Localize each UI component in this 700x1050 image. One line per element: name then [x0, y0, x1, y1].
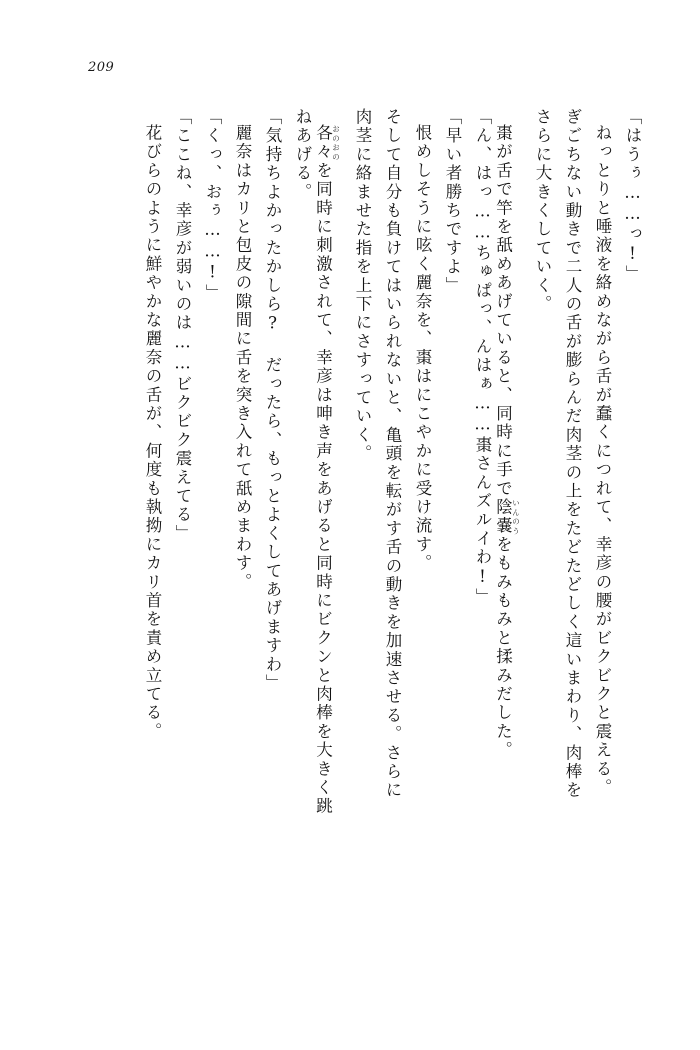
text-line: 「早い者勝ちですよ」 — [443, 108, 462, 295]
text-line: 「ん、はっ……ちゅぱっ、んはぁ……棗さんズルイわ!」 — [473, 108, 492, 607]
text-line: ねあげる。 — [293, 108, 312, 202]
text-line: 各々 おのおのを同時に刺激されて、幸彦は呻き声をあげると同時にビクンと肉棒を大きく跳 — [313, 124, 341, 816]
text-line: 恨めしそうに呟く麗奈を、棗はにこやかに受け流す。 — [413, 124, 432, 573]
vertical-text-body — [60, 108, 640, 980]
text-line: さらに大きくしていく。 — [533, 108, 552, 314]
text-line: 「気持ちよかったかしら? だったら、もっとよくしてあげますわ」 — [263, 108, 282, 693]
text-line: 肉茎に絡ませた指を上下にさすっていく。 — [353, 108, 372, 464]
text-line: 麗奈はカリと包皮の隙間に舌を突き入れて舐めまわす。 — [233, 124, 252, 592]
page-number: 209 — [88, 60, 115, 75]
text-line: ぎごちない動きで二人の舌が膨らんだ肉茎の上をたどたどしく這いまわり、肉棒を — [563, 108, 582, 800]
text-line: 棗が舌で竿を舐めあげていると、同時に手で陰嚢 いんのうをもみもみと揉みだした。 — [493, 124, 521, 760]
text-line: 花びらのように鮮やかな麗奈の舌が、何度も執拗にカリ首を責め立てる。 — [143, 124, 162, 742]
text-line: 「はうぅ……っ!」 — [623, 108, 642, 284]
ruby-annotation: 陰嚢 いんのう — [493, 498, 521, 536]
text-line: 「ここね、幸彦が弱いのは……ビクビク震えてる」 — [173, 108, 192, 544]
text-line: ねっとりと唾液を絡めながら舌が蠢くにつれて、幸彦の腰がビクビクと震える。 — [593, 124, 612, 798]
text-line: そして自分も負けてはいられないと、亀頭を転がす舌の動きを加速させる。さらに — [383, 108, 402, 800]
text-line: 「くっ、おぅ……!」 — [203, 108, 222, 303]
ruby-annotation: 各々 おのおの — [313, 124, 341, 162]
